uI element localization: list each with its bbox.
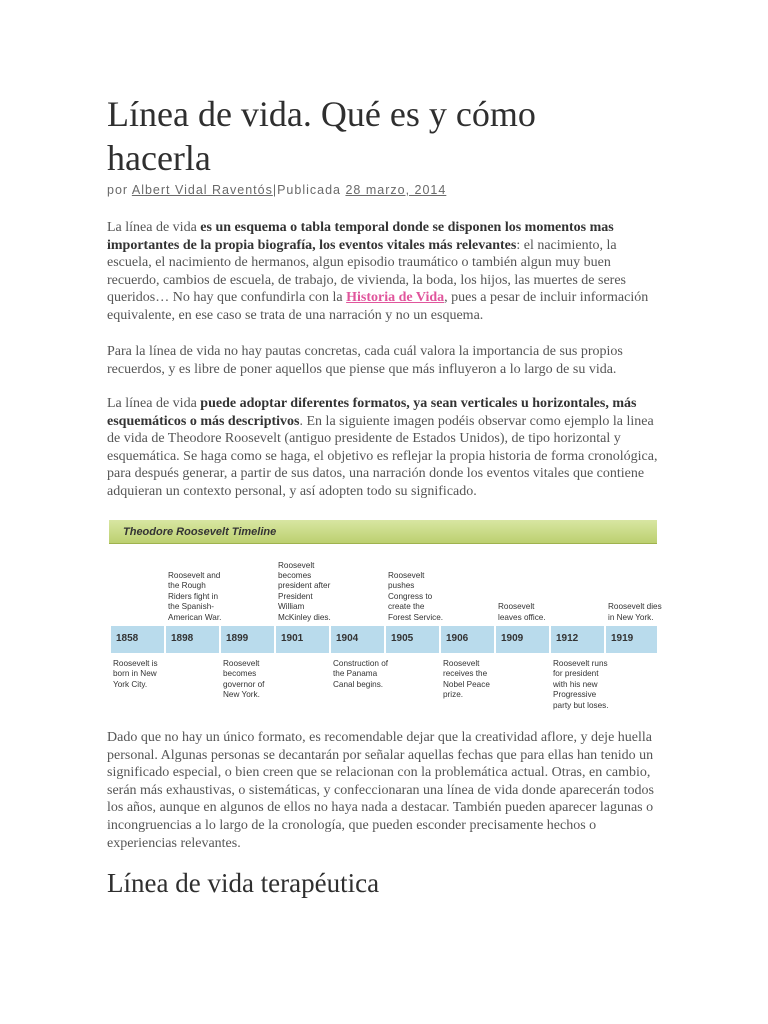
timeline-year: 1858 bbox=[109, 626, 164, 653]
article-title: Línea de vida. Qué es y cómo hacerla bbox=[107, 94, 536, 178]
text: La línea de vida bbox=[107, 396, 201, 411]
text: . En la siguiente imagen podéis observar como ejemplo la linea de vida de Theodore Roosevelt (antiguo presidente de Estados Unidos), de tipo horizontal y esquemática. Se haga como se haga, el objetivo es reflejar la propia historia de forma cronológica, para después generar, a partir de sus datos, una narración donde los eventos vitales que contiene adquieran un contexto personal, y así adopten todo su significado. bbox=[107, 413, 658, 499]
timeline-event-label: Roosevelt receives the Nobel Peace prize. bbox=[443, 659, 490, 700]
timeline-year: 1906 bbox=[439, 626, 494, 653]
bold-text: es un esquema o tabla temporal donde se disponen los momentos mas importantes de la propia biografía, los eventos vitales más relevantes bbox=[107, 220, 614, 253]
historia-de-vida-link[interactable]: Historia de Vida bbox=[346, 290, 445, 306]
byline-prefix: por bbox=[107, 183, 132, 197]
timeline-year: 1912 bbox=[549, 626, 604, 653]
timeline-event-label: Roosevelt and the Rough Riders fight in the Spanish-American War. bbox=[168, 570, 222, 622]
paragraph-formatos bbox=[107, 395, 663, 501]
timeline-event-label: Roosevelt is born in New York City. bbox=[113, 659, 158, 689]
byline-separator: |Publicada bbox=[272, 183, 346, 197]
timeline-year: 1901 bbox=[274, 626, 329, 653]
section-heading: Línea de vida terapéutica bbox=[107, 868, 380, 898]
timeline-event-label: Roosevelt pushes Congress to create the Forest Service. bbox=[388, 570, 444, 622]
paragraph-creatividad: Dado que no hay un único formato, es recomendable dejar que la creatividad aflore, y deje huella personal. Algunas personas se decantarán por señalar aquellas fechas que para ellas han tenido un significado especial, o bien creen que se relacionan con la problemática actual. Otras, en cambio, serán más exhaustivas, o sistemáticas, y confeccionaran una línea de vida donde aparecerán todos los años, aunque en algunos de ellos no haya nada a destacar. También pueden aparecer lagunas o incongruencias a lo largo de la cronología, que pueden esconder precisamente hechos o experiencias relevantes. bbox=[107, 730, 654, 851]
text: , pues a pesar de incluir información equivalente, en ese caso se trata de una narración y no un esquema. bbox=[107, 290, 649, 323]
paragraph-pautas: Para la línea de vida no hay pautas concretas, cada cuál valora la importancia de sus propios recuerdos, y es libre de poner aquellos que piense que más influyeron a lo largo de su vida. bbox=[107, 344, 623, 377]
byline bbox=[107, 183, 446, 197]
timeline-event-label: Roosevelt becomes governor of New York. bbox=[223, 659, 265, 700]
timeline-year: 1919 bbox=[604, 626, 659, 653]
bold-text: puede adoptar diferentes formatos, ya sean verticales u horizontales, más esquemáticos o más descriptivos bbox=[107, 396, 637, 429]
timeline-year: 1898 bbox=[164, 626, 219, 653]
text: : el nacimiento, la escuela, el nacimiento de hermanos, algun episodio traumático o también algun muy buen recuerdo, cambios de escuela, de trabajo, de vivienda, la boda, los hijos, las muertes de seres queridos… No hay que confundirla con la bbox=[107, 237, 626, 306]
timeline-event-label: Roosevelt runs for president with his new Progressive party but loses. bbox=[553, 659, 609, 710]
timeline-year: 1899 bbox=[219, 626, 274, 653]
timeline-year: 1904 bbox=[329, 626, 384, 653]
text: La línea de vida bbox=[107, 220, 201, 235]
timeline-year: 1905 bbox=[384, 626, 439, 653]
date-link[interactable]: 28 marzo, 2014 bbox=[345, 183, 447, 197]
timeline-event-label: Roosevelt becomes president after President William McKinley dies. bbox=[278, 560, 331, 622]
timeline-event-label: Construction of the Panama Canal begins. bbox=[333, 659, 389, 689]
timeline-year: 1909 bbox=[494, 626, 549, 653]
timeline-event-label: Roosevelt leaves office. bbox=[498, 602, 546, 622]
author-link[interactable]: Albert Vidal Raventós bbox=[131, 183, 273, 197]
timeline-title: Theodore Roosevelt Timeline bbox=[109, 520, 657, 544]
paragraph-intro bbox=[107, 219, 663, 325]
timeline-event-label: Roosevelt dies in New York. bbox=[608, 602, 662, 622]
roosevelt-timeline-figure bbox=[107, 520, 662, 712]
